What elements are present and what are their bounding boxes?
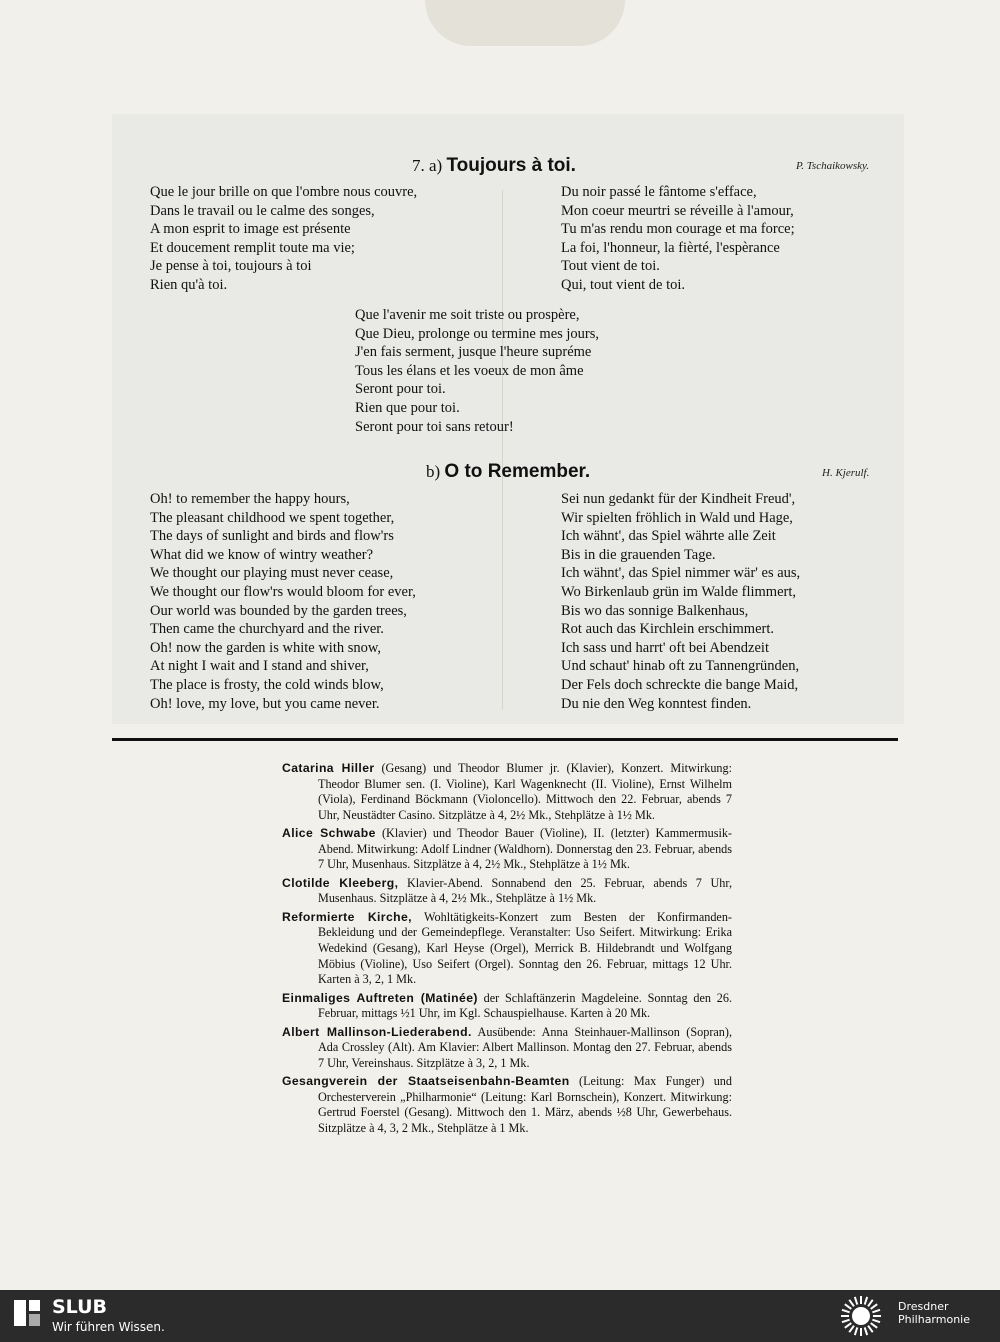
verse-line: Ich wähnt', das Spiel währte alle Zeit (561, 528, 776, 545)
verse-line: Du nie den Weg konntest finden. (561, 695, 752, 712)
verse-line: Et doucement remplit toute ma vie; (150, 239, 355, 256)
verse-line: At night I wait and I stand and shiver, (150, 658, 369, 675)
song-b-composer: H. Kjerulf. (822, 467, 870, 479)
verse-line: Oh! now the garden is white with snow, (150, 639, 382, 656)
song-b-heading (426, 461, 590, 483)
concert-details: (Klavier) und Theodor Bauer (Violine), II. (letzter) Kammermusik-Abend. Mitwirkung: Adolf Lindner (Waldhorn). Donnerstag den 23. Februar, abends 7 Uhr, Musenhaus. Sitzplätze à 4, 2½ Mk., Stehplätze à 1½ Mk. (318, 826, 732, 872)
verse-line: Ich sass und harrt' oft bei Abendzeit (561, 639, 769, 656)
verse-line: Je pense à toi, toujours à toi (150, 258, 312, 275)
verse-line: Tu m'as rendu mon courage et ma force; (561, 221, 795, 238)
verse-line: The days of sunlight and birds and flow'rs (150, 528, 394, 545)
song-a-number: 7. a) (412, 156, 443, 175)
song-b-right-verse (561, 490, 800, 713)
library-tagline: Wir führen Wissen. (52, 1320, 165, 1334)
concert-lead: Einmaliges Auftreten (Matinée) (282, 990, 478, 1005)
verse-line: Und schaut' hinab oft zu Tannengründen, (561, 658, 800, 675)
slub-logo-icon[interactable] (12, 1298, 42, 1328)
verse-line: Wo Birkenlaub grün im Walde flimmert, (561, 583, 796, 600)
page-fold (502, 190, 503, 710)
concert-details: Ausübende: Anna Steinhauer-Mallinson (Sopran), Ada Crossley (Alt). Am Klavier: Albert Mallinson. Montag den 27. Februar, abends 7 Uhr, Vereinshaus. Sitzplätze à 3, 2, 1 Mk. (318, 1024, 732, 1070)
concert-lead: Albert Mallinson-Liederabend. (282, 1024, 472, 1039)
concert-details: (Leitung: Max Funger) und Orchesterverein „Philharmonie“ (Leitung: Karl Bornschein), Konzert. Mitwirkung: Gertrud Foerstel (Gesang). Mittwoch den 1. März, abends ½8 Uhr, Gewerbehaus. Sitzplätze à 4, 3, 2 Mk., Stehplätze à 1 Mk. (318, 1074, 732, 1136)
verse-line: Oh! to remember the happy hours, (150, 491, 350, 507)
song-a-right-verse (561, 183, 795, 295)
concert-entry (282, 1074, 732, 1136)
verse-line: We thought our playing must never cease, (150, 565, 394, 582)
concert-details: Wohltätigkeits-Konzert zum Besten der Konfirmanden-Bekleidung und der Gemeindepflege. Veranstalter: Uso Seifert. Mitwirkung: Erika Wedekind (Gesang), Karl Heyse (Orgel), Merrick B. Hildebrandt und Wolfgang Möbius (Violine), Uso Seifert (Orgel). Sonntag den 26. Februar, mittags 12 Uhr. Karten à 3, 2, 1 Mk. (318, 909, 732, 987)
viewer-footer (0, 1290, 1000, 1342)
verse-line: What did we know of wintry weather? (150, 546, 374, 563)
verse-line: Oh! love, my love, but you came never. (150, 695, 380, 712)
verse-line: Wir spielten fröhlich in Wald und Hage, (561, 509, 793, 526)
verse-line: Que le jour brille on que l'ombre nous couvre, (150, 184, 418, 200)
song-b-number: b) (426, 462, 441, 481)
concert-entry (282, 876, 732, 907)
verse-line: Qui, tout vient de toi. (561, 276, 686, 293)
verse-line: Tous les élans et les voeux de mon âme (355, 362, 584, 379)
verse-line: Seront pour toi sans retour! (355, 418, 514, 435)
verse-line: Our world was bounded by the garden trees, (150, 602, 407, 619)
verse-line: Mon coeur meurtri se réveille à l'amour, (561, 202, 794, 219)
verse-line: La foi, l'honneur, la fièrté, l'espèrance (561, 239, 780, 256)
song-b-left-verse (150, 490, 416, 713)
library-name[interactable]: SLUB (52, 1296, 108, 1318)
verse-line: Rien qu'à toi. (150, 276, 228, 293)
orchestra-name[interactable] (898, 1300, 994, 1326)
concert-details: der Schlaftänzerin Magdeleine. Sonntag den 26. Februar, mittags ½1 Uhr, im Kgl. Schauspielhause. Karten à 20 Mk. (318, 990, 732, 1021)
song-b-title: O to Remember. (444, 461, 591, 482)
verse-line: Then came the churchyard and the river. (150, 621, 384, 638)
verse-line: J'en fais serment, jusque l'heure supréme (355, 344, 592, 361)
verse-line: We thought our flow'rs would bloom for ever, (150, 583, 416, 600)
song-a-left-verse (150, 183, 417, 295)
concert-entry (282, 826, 732, 873)
verse-line: A mon esprit to image est présente (150, 221, 351, 238)
concert-lead: Reformierte Kirche, (282, 909, 412, 924)
verse-line: Seront pour toi. (355, 381, 446, 398)
orchestra-name-line1: Dresdner (898, 1300, 949, 1313)
orchestra-name-line2: Philharmonie (898, 1313, 970, 1326)
verse-line: Du noir passé le fântome s'efface, (561, 184, 757, 200)
verse-line: The place is frosty, the cold winds blow, (150, 676, 384, 693)
concert-lead: Clotilde Kleeberg, (282, 875, 399, 890)
verse-line: Bis wo das sonnige Balkenhaus, (561, 602, 749, 619)
verse-line: Bis in die grauenden Tage. (561, 546, 716, 563)
song-a-composer: P. Tschaikowsky. (796, 160, 870, 172)
paper-tab (425, 0, 625, 46)
verse-line: Tout vient de toi. (561, 258, 660, 275)
philharmonie-logo-icon[interactable] (840, 1295, 882, 1337)
concert-lead: Gesangverein der Staatseisenbahn-Beamten (282, 1074, 570, 1089)
concert-entry (282, 1025, 732, 1072)
song-a-center-verse (355, 306, 599, 436)
verse-line: Que Dieu, prolonge ou termine mes jours, (355, 325, 600, 342)
verse-line: Der Fels doch schreckte die bange Maid, (561, 676, 799, 693)
verse-line: Dans le travail ou le calme des songes, (150, 202, 375, 219)
concert-details: (Gesang) und Theodor Blumer jr. (Klavier), Konzert. Mitwirkung: Theodor Blumer sen. (I. Violine), Karl Wagenknecht (II. Violine), Ernst Wilhelm (Viola), Ferdinand Böckmann (Violoncello). Mittwoch den 22. Februar, abends 7 Uhr, Neustädter Casino. Sitzplätze à 4, 2½ Mk., Stehplätze à 1½ Mk. (318, 761, 733, 822)
song-a-heading (412, 155, 576, 177)
verse-line: Ich wähnt', das Spiel nimmer wär' es aus, (561, 565, 801, 582)
concert-lead: Alice Schwabe (282, 826, 376, 841)
verse-line: The pleasant childhood we spent together, (150, 509, 395, 526)
verse-line: Sei nun gedankt für der Kindheit Freud', (561, 491, 796, 507)
song-a-title: Toujours à toi. (446, 155, 576, 176)
verse-line: Rot auch das Kirchlein erschimmert. (561, 621, 775, 638)
verse-line: Rien que pour toi. (355, 399, 460, 416)
concert-entry (282, 910, 732, 988)
section-divider (112, 738, 898, 741)
verse-line: Que l'avenir me soit triste ou prospère, (355, 307, 580, 323)
concert-entry (282, 991, 732, 1022)
concert-lead: Catarina Hiller (282, 761, 375, 775)
concert-entry (282, 761, 732, 823)
concert-list (282, 761, 732, 1140)
concert-details: Klavier-Abend. Sonnabend den 25. Februar, abends 7 Uhr, Musenhaus. Sitzplätze à 4, 2½ Mk., Stehplätze à 1½ Mk. (318, 875, 732, 906)
